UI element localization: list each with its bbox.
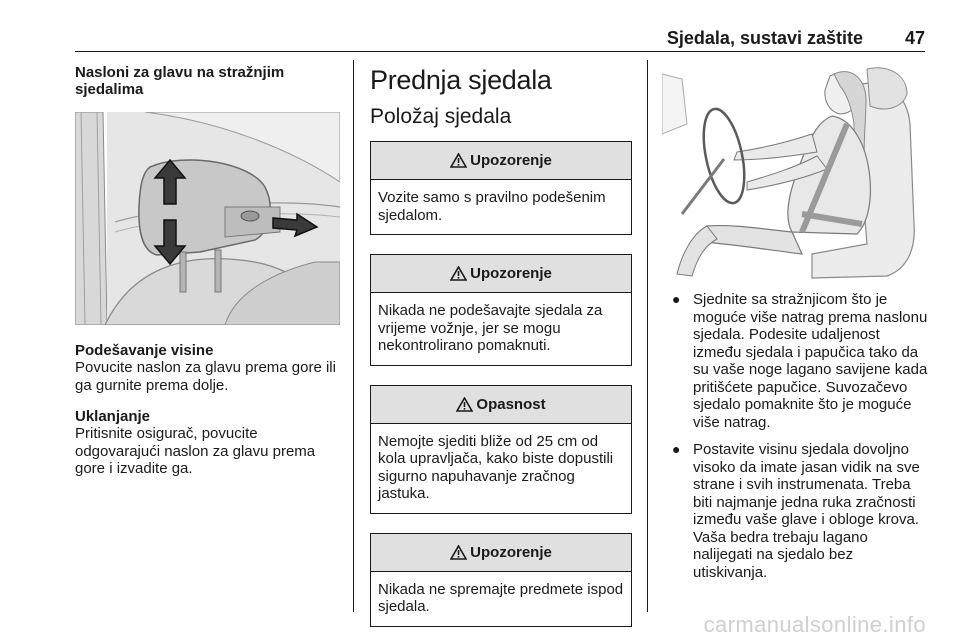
section-title-front-seats: Prednja sjedala bbox=[370, 65, 552, 95]
warning-box bbox=[370, 254, 632, 366]
warning-header bbox=[371, 534, 631, 572]
warning-header bbox=[371, 255, 631, 293]
rear-headrest-instructions bbox=[75, 342, 343, 478]
bullet-dot: ● bbox=[672, 441, 681, 457]
danger-header bbox=[371, 386, 631, 424]
page-header bbox=[75, 26, 925, 52]
running-header-title: Sjedala, sustavi zaštite bbox=[666, 28, 863, 48]
warning-text: Vozite samo s pravilno podešenim sjedalom. bbox=[378, 189, 606, 224]
warning-triangle-icon bbox=[456, 397, 473, 412]
warning-header bbox=[371, 142, 631, 180]
column-divider-left bbox=[353, 60, 354, 612]
warning-label: Upozorenje bbox=[470, 543, 552, 561]
danger-box bbox=[370, 385, 632, 514]
subheading-height-adjust: Podešavanje visine bbox=[75, 342, 214, 359]
section-subtitle-seat-position: Položaj sjedala bbox=[370, 105, 512, 128]
text-removal: Pritisnite osigurač, povucite odgovarajući naslon za glavu prema gore i izvadite ga. bbox=[75, 425, 316, 477]
warning-label: Upozorenje bbox=[470, 152, 552, 169]
warning-label: Upozorenje bbox=[470, 265, 552, 282]
column-right bbox=[662, 291, 928, 591]
page-number: 47 bbox=[904, 28, 925, 48]
column-middle bbox=[370, 63, 632, 642]
bullet-text: Sjednite sa stražnjicom što je moguće više natrag prema naslonu sjedala. Podesite udaljenost između sjedala i papučica tako da su vaše noge lagano savijene kada pritišćete papučice. Suvozačevo sjedalo pomaknite što je moguće više natrag. bbox=[693, 291, 928, 431]
driver-seat-position-illustration bbox=[662, 64, 926, 279]
warning-triangle-icon bbox=[450, 545, 467, 560]
headrest-adjust-illustration bbox=[75, 112, 340, 325]
bullet-text: Postavite visinu sjedala dovoljno visoko da imate jasan vidik na sve strane i svih instrumenata. Treba biti najmanje jedna ruka zračnosti između vaše glave i obloge krova. Vaša bedra trebaju lagano nalijegati na sjedalo bez utiskivanja. bbox=[693, 441, 920, 581]
warning-text: Nikada ne spremajte predmete ispod sjedala. bbox=[378, 580, 624, 615]
text-height-adjust: Povucite naslon za glavu prema gore ili ga gurnite prema dolje. bbox=[75, 359, 336, 394]
bullet-dot: ● bbox=[672, 291, 681, 307]
column-left bbox=[75, 64, 340, 98]
subheading-removal: Uklanjanje bbox=[75, 408, 151, 425]
watermark: carmanualsonline.info bbox=[703, 612, 926, 637]
warning-triangle-icon bbox=[450, 153, 467, 168]
list-item bbox=[662, 441, 928, 581]
column-divider-right bbox=[647, 60, 648, 612]
warning-box bbox=[370, 141, 632, 235]
warning-box bbox=[370, 533, 632, 627]
danger-label: Opasnost bbox=[476, 395, 546, 413]
section-heading-rear-headrests: Nasloni za glavu na stražnjim sjedalima bbox=[75, 64, 285, 98]
warning-triangle-icon bbox=[450, 266, 467, 281]
list-item bbox=[662, 291, 928, 431]
warning-text: Nikada ne podešavajte sjedala za vrijeme vožnje, jer se mogu nekontrolirano pomaknuti. bbox=[378, 302, 603, 354]
danger-text: Nemojte sjediti bliže od 25 cm od kola upravljača, kako biste dopustili sigurno napuhavanje zračnog jastuka. bbox=[378, 432, 614, 502]
